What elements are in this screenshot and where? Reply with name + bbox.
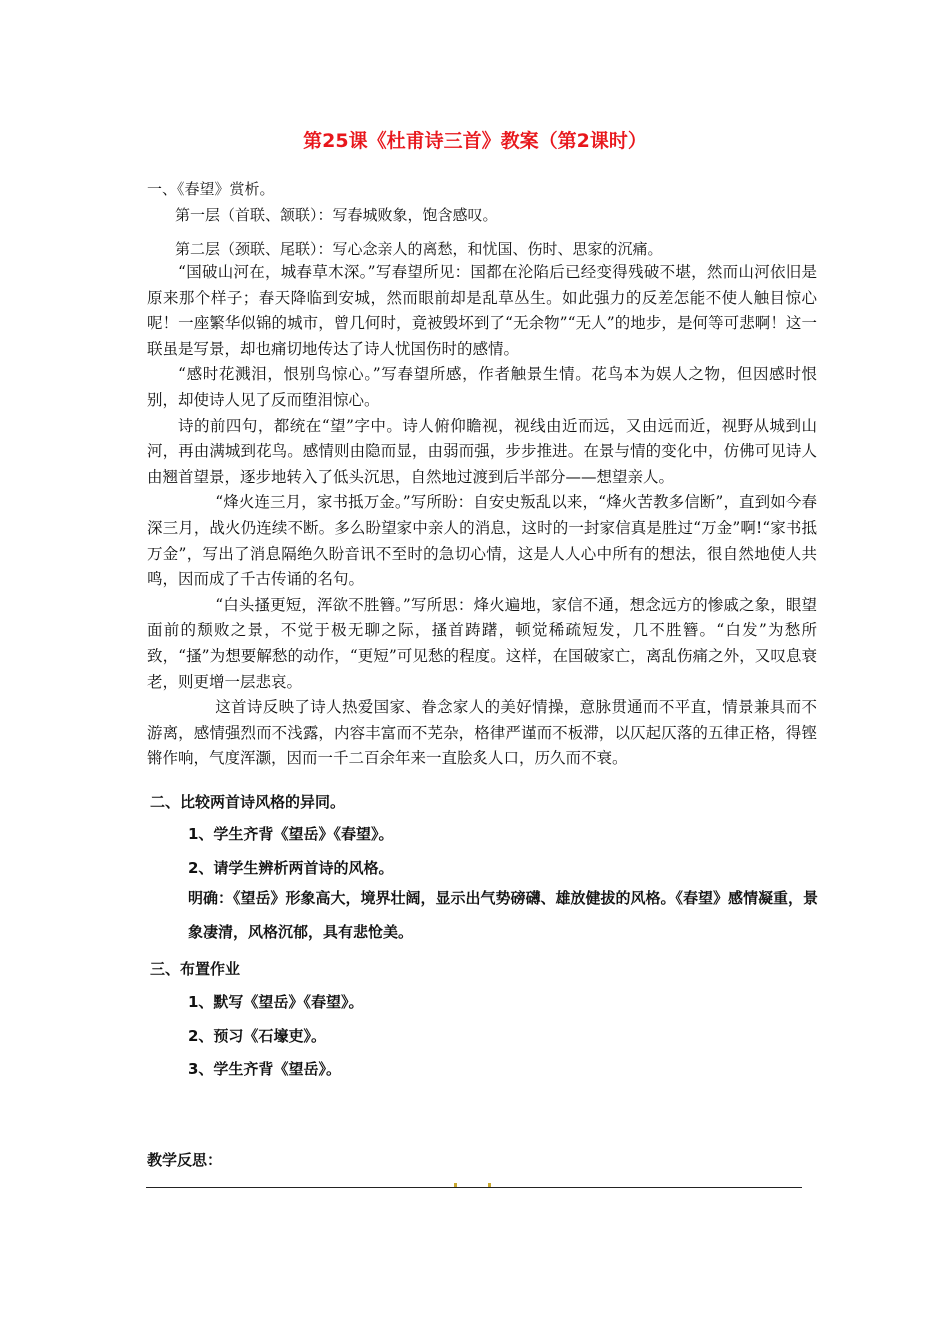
section3-item-1: 1、默写《望岳》《春望》。 bbox=[188, 993, 364, 1011]
paragraph-6: 这首诗反映了诗人热爱国家、眷念家人的美好情操，意脉贯通而不平直，情景兼具而不游离，感情强烈而不浅露，内容丰富而不芜杂，格律严谨而不板滞，以仄起仄落的五律正格，得铿锵作响，气度浑灏，因而一千二百余年来一直脍炙人口，历久而不衰。 bbox=[147, 698, 817, 768]
paragraph-2: “感时花溅泪，恨别鸟惊心。”写春望所感，作者触景生情。花鸟本为娱人之物，但因感时恨别，却使诗人见了反而堕泪惊心。 bbox=[147, 365, 817, 409]
section3-heading: 三、布置作业 bbox=[150, 960, 241, 978]
paragraph-1: “国破山河在，城春草木深。”写春望所见：国都在沦陷后已经变得残破不堪，然而山河依旧是原来那个样子；春天降临到安城，然而眼前却是乱草丛生。如此强力的反差怎能不使人触目惊心呢！一座繁华似锦的城市，曾几何时，竟被毁坏到了“无余物”“无人”的地步，是何等可悲啊！这一联虽是写景，却也痛切地传达了诗人忧国伤时的感情。 bbox=[147, 263, 817, 358]
reflection-label: 教学反思： bbox=[147, 1151, 223, 1169]
paragraph-3: 诗的前四句，都统在“望”字中。诗人俯仰瞻视，视线由近而远，又由远而近，视野从城到山河，再由满城到花鸟。感情则由隐而显，由弱而强，步步推进。在景与情的变化中，仿佛可见诗人由翘首望景，逐步地转入了低头沉思，自然地过渡到后半部分——想望亲人。 bbox=[147, 416, 817, 486]
section3-item-2: 2、预习《石壕吏》。 bbox=[188, 1027, 326, 1045]
section2-answer: 明确：《望岳》形象高大，境界壮阔，显示出气势磅礴、雄放健拔的风格。《春望》感情凝重，景象凄清，风格沉郁，具有悲怆美。 bbox=[188, 889, 819, 941]
paragraph-4: “烽火连三月，家书抵万金。”写所盼：自安史叛乱以来，“烽火苦教多信断”，直到如今春深三月，战火仍连续不断。多么盼望家中亲人的消息，这时的一封家信真是胜过“万金”啊!“家书抵万金”，写出了消息隔绝久盼音讯不至时的急切心情，这是人人心中所有的想法，很自然地使人共鸣，因而成了千古传诵的名句。 bbox=[147, 493, 817, 589]
layer1-text: 第一层（首联、颔联）：写春城败象，饱含感叹。 bbox=[175, 206, 498, 224]
section2-heading: 二、比较两首诗风格的异同。 bbox=[150, 793, 346, 811]
page-title: 第25课《杜甫诗三首》教案（第2课时） bbox=[303, 130, 647, 152]
section1-body bbox=[147, 260, 817, 772]
section2-item-1: 1、学生齐背《望岳》《春望》。 bbox=[188, 825, 394, 843]
reflection-line bbox=[146, 1187, 802, 1188]
speck-mark bbox=[454, 1183, 457, 1187]
paragraph-5: “白头搔更短，浑欲不胜簪。”写所思：烽火遍地，家信不通，想念远方的惨戚之象，眼望面前的颓败之景，不觉于极无聊之际，搔首踌躇，顿觉稀疏短发，几不胜簪。“白发”为愁所致，“搔”为想要解愁的动作，“更短”可见愁的程度。这样，在国破家亡，离乱伤痛之外，又叹息衰老，则更增一层悲哀。 bbox=[147, 595, 817, 691]
section3-item-3: 3、学生齐背《望岳》。 bbox=[188, 1060, 341, 1078]
speck-mark bbox=[488, 1183, 491, 1187]
section1-heading: 一、《春望》赏析。 bbox=[147, 180, 275, 198]
layer2-text: 第二层（颈联、尾联）：写心念亲人的离愁，和忧国、伤时、思家的沉痛。 bbox=[175, 240, 663, 258]
section2-item-2: 2、请学生辨析两首诗的风格。 bbox=[188, 859, 394, 877]
